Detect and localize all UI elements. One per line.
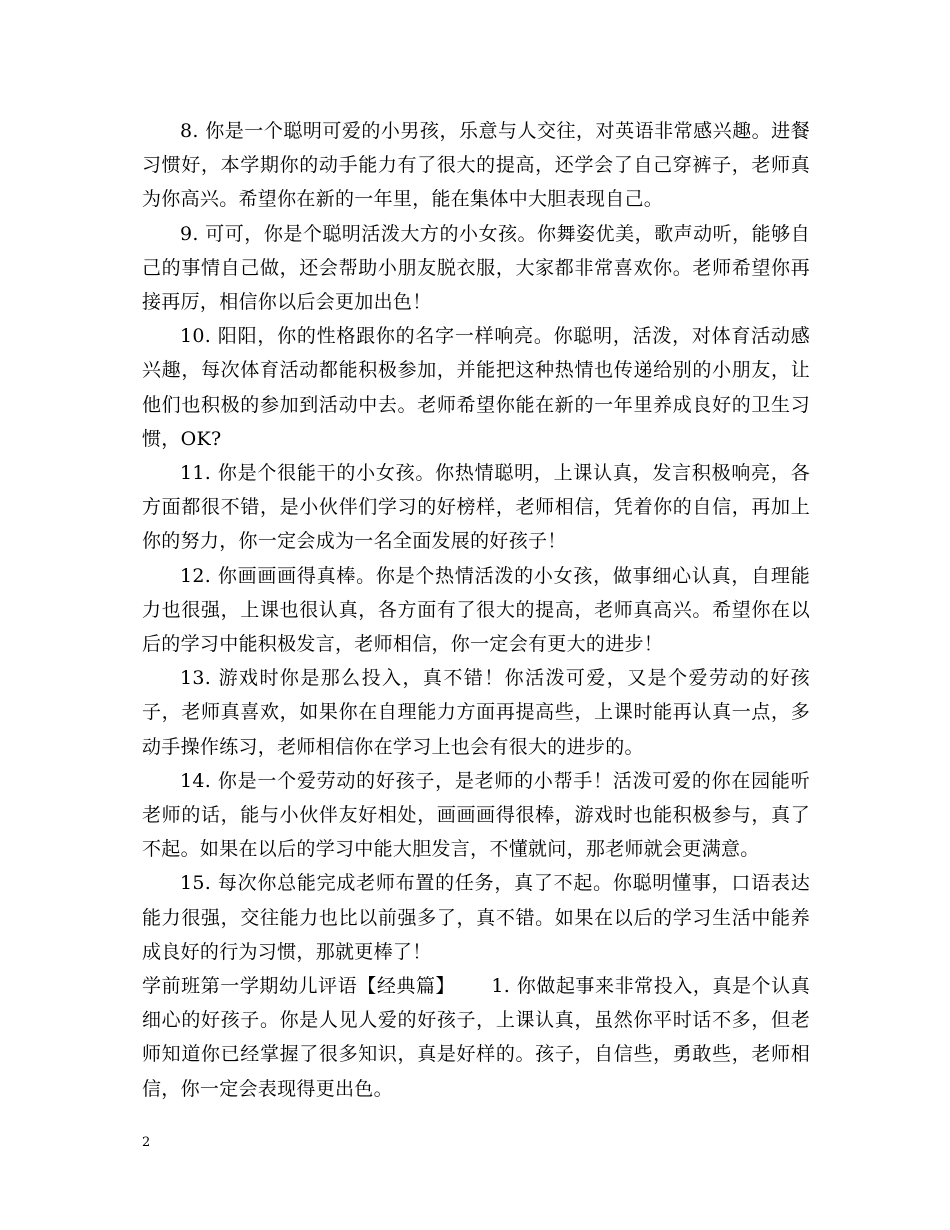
comment-paragraph-14: 14. 你是一个爱劳动的好孩子，是老师的小帮手！活泼可爱的你在园能听老师的话，能与小伙伴友好相处，画画画得很棒，游戏时也能积极参与，真了不起。如果在以后的学习中能大胆发言，不懂就问，那老师就会更满意。: [142, 769, 810, 861]
comment-paragraph-12: 12. 你画画画得真棒。你是个热情活泼的小女孩，做事细心认真，自理能力也很强，上课也很认真，各方面有了很大的提高，老师真高兴。希望你在以后的学习中能积极发言，老师相信，你一定会有更大的进步！: [142, 564, 810, 656]
comment-paragraph-8: 8. 你是一个聪明可爱的小男孩，乐意与人交往，对英语非常感兴趣。进餐习惯好，本学期你的动手能力有了很大的提高，还学会了自己穿裤子，老师真为你高兴。希望你在新的一年里，能在集体中大胆表现自己。: [142, 120, 810, 211]
section-paragraph: 学前班第一学期幼儿评语【经典篇】 1. 你做起事来非常投入，真是个认真细心的好孩子。你是人见人爱的好孩子，上课认真，虽然你平时话不多，但老师知道你已经掌握了很多知识，真是好样的。孩子，自信些，勇敢些，老师相信，你一定会表现得更出色。: [142, 975, 810, 1100]
document-body: [142, 114, 810, 1106]
comment-paragraph-15: 15. 每次你总能完成老师布置的任务，真了不起。你聪明懂事，口语表达能力很强，交往能力也比以前强多了，真不错。如果在以后的学习生活中能养成良好的行为习惯，那就更棒了！: [142, 872, 810, 963]
comment-paragraph-13: 13. 游戏时你是那么投入，真不错！你活泼可爱，又是个爱劳动的好孩子，老师真喜欢，如果你在自理能力方面再提高些，上课时能再认真一点，多动手操作练习，老师相信你在学习上也会有很大的进步的。: [142, 667, 810, 758]
comment-paragraph-9: 9. 可可，你是个聪明活泼大方的小女孩。你舞姿优美，歌声动听，能够自己的事情自己做，还会帮助小朋友脱衣服，大家都非常喜欢你。老师希望你再接再厉，相信你以后会更加出色！: [142, 222, 810, 314]
comment-paragraph-10: 10. 阳阳，你的性格跟你的名字一样响亮。你聪明，活泼，对体育活动感兴趣，每次体育活动都能积极参加，并能把这种热情也传递给别的小朋友，让他们也积极的参加到活动中去。老师希望你能在新的一年里养成良好的卫生习惯，OK?: [142, 325, 810, 450]
comment-paragraph-11: 11. 你是个很能干的小女孩。你热情聪明，上课认真，发言积极响亮，各方面都很不错，是小伙伴们学习的好榜样，老师相信，凭着你的自信，再加上你的努力，你一定会成为一名全面发展的好孩子！: [142, 462, 810, 553]
page-number: 2: [142, 1135, 151, 1150]
